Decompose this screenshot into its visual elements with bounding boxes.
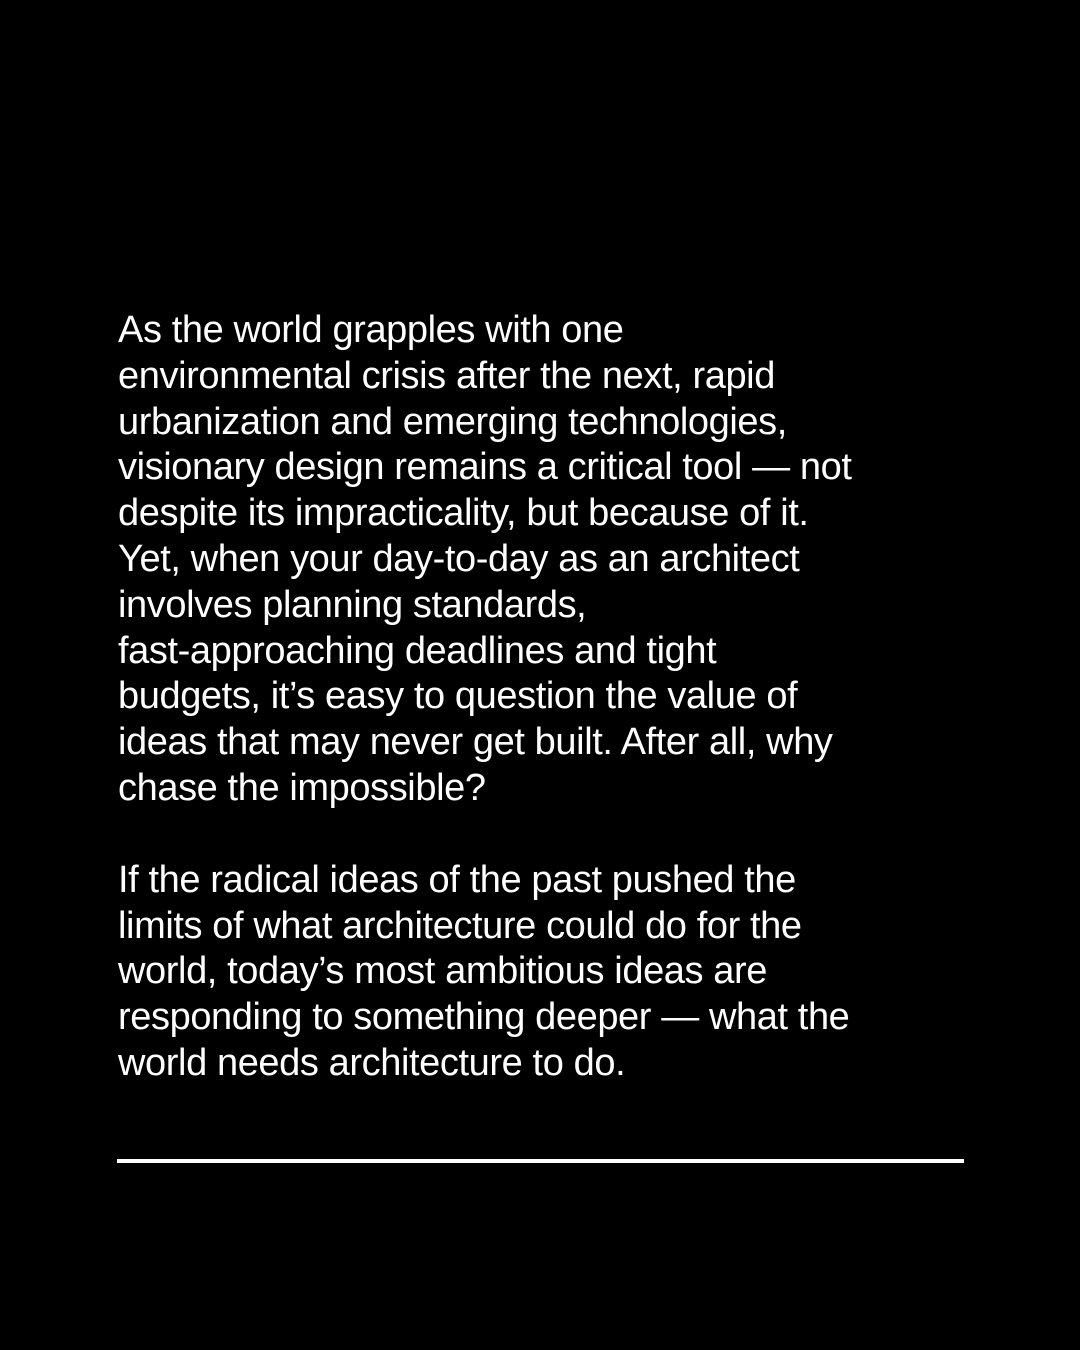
paragraph-conclusion [118, 858, 998, 1087]
article-body [118, 308, 998, 1087]
text-line: budgets, it’s easy to question the value of [118, 675, 798, 718]
divider-line [117, 1159, 964, 1163]
text-line: world, today’s most ambitious ideas are [118, 950, 768, 993]
text-line: despite its impracticality, but because of it. [118, 492, 809, 535]
text-line: world needs architecture to do. [118, 1041, 626, 1084]
text-line: If the radical ideas of the past pushed the [118, 858, 796, 901]
text-line: fast-approaching deadlines and tight [118, 629, 717, 672]
text-line: limits of what architecture could do for the [118, 904, 802, 947]
text-line: Yet, when your day-to-day as an architect [118, 537, 800, 580]
text-line: responding to something deeper — what the [118, 996, 850, 1039]
text-line: As the world grapples with one [118, 309, 624, 351]
text-line: environmental crisis after the next, rapid [118, 354, 775, 397]
paragraph-intro [118, 308, 998, 812]
text-line: ideas that may never get built. After all, why [118, 721, 833, 764]
text-line: urbanization and emerging technologies, [118, 400, 787, 443]
text-line: involves planning standards, [118, 583, 587, 626]
text-line: visionary design remains a critical tool — not [118, 446, 852, 489]
text-line: chase the impossible? [118, 766, 486, 809]
